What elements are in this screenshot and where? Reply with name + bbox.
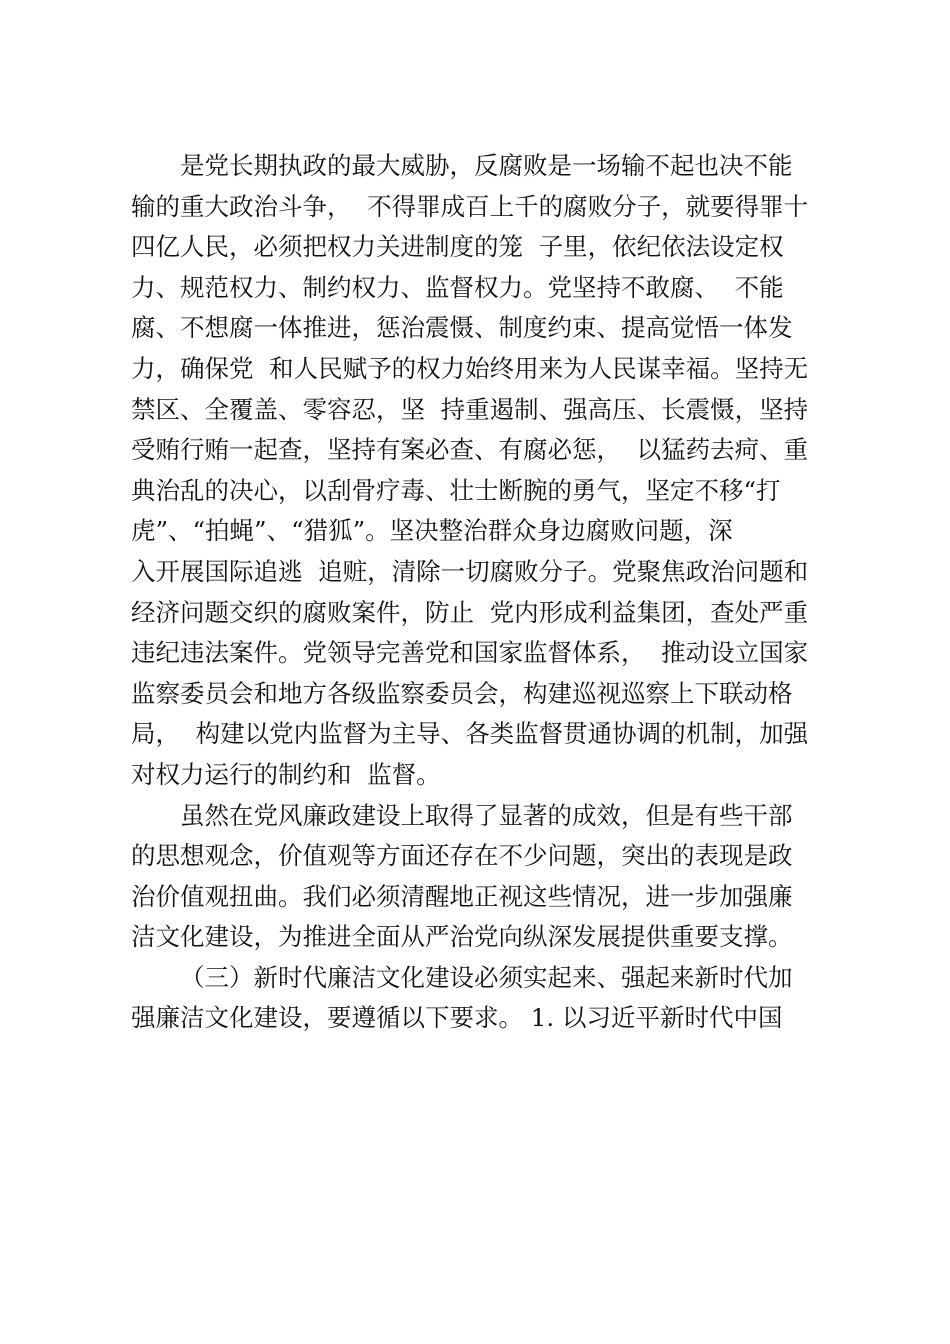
- text-line: 监察委员会和地方各级监察委员会，构建巡视巡察上下联动格: [131, 678, 793, 708]
- paragraph-anti-corruption: [131, 146, 831, 796]
- text-line: 的思想观念，价值观等方面还存在不少问题，突出的表现是政: [131, 841, 793, 871]
- text-line: 治价值观扭曲。我们必须清醒地正视这些情况，进一步加强廉: [131, 881, 793, 911]
- text-line: 虽然在党风廉政建设上取得了显著的成效，但是有些干部: [180, 800, 793, 830]
- text-line: 四亿人民，必须把权力关进制度的笼 子里，依纪依法设定权: [131, 232, 784, 262]
- text-line: 强廉洁文化建设，要遵循以下要求。 1. 以习近平新时代中国: [131, 1003, 783, 1033]
- text-line: 入开展国际追逃 追赃，清除一切腐败分子。党聚焦政治问题和: [131, 556, 809, 586]
- text-line: 违纪违法案件。党领导完善党和国家监督体系， 推动设立国家: [131, 638, 809, 668]
- text-line: 洁文化建设，为推进全面从严治党向纵深发展提供重要支撑。: [131, 922, 793, 952]
- text-line: 典治乱的决心，以刮骨疗毒、壮士断腕的勇气，坚定不移“打: [131, 475, 781, 505]
- document-body: [131, 146, 831, 1039]
- text-line: 经济问题交织的腐败案件，防止 党内形成利益集团，查处严重: [131, 597, 809, 627]
- paragraph-section-three: [131, 958, 831, 1039]
- text-line: 对权力运行的制约和 监督。: [131, 759, 441, 789]
- text-line: 虎”、“拍蝇”、“猎狐”。坚决整治群众身边腐败问题，深: [131, 516, 733, 546]
- text-line: 局， 构建以党内监督为主导、各类监督贯通协调的机制，加强: [131, 719, 809, 749]
- text-line: 输的重大政治斗争， 不得罪成百上千的腐败分子，就要得罪十: [131, 191, 809, 221]
- text-line: 是党长期执政的最大威胁，反腐败是一场输不起也决不能: [180, 151, 793, 180]
- text-line: 力、规范权力、制约权力、监督权力。党坚持不敢腐、 不能: [131, 272, 784, 302]
- text-line: 受贿行贿一起查，坚持有案必查、有腐必惩， 以猛药去疴、重: [131, 435, 809, 465]
- text-line: 禁区、全覆盖、零容忍，坚 持重遏制、强高压、长震慑，坚持: [131, 394, 809, 424]
- section-heading-line: （三）新时代廉洁文化建设必须实起来、强起来新时代加: [180, 962, 793, 992]
- text-line: 腐、不想腐一体推进，惩治震慑、制度约束、提高觉悟一体发: [131, 313, 793, 343]
- paragraph-problems: [131, 796, 831, 958]
- text-line: 力，确保党 和人民赋予的权力始终用来为人民谋幸福。坚持无: [131, 353, 809, 383]
